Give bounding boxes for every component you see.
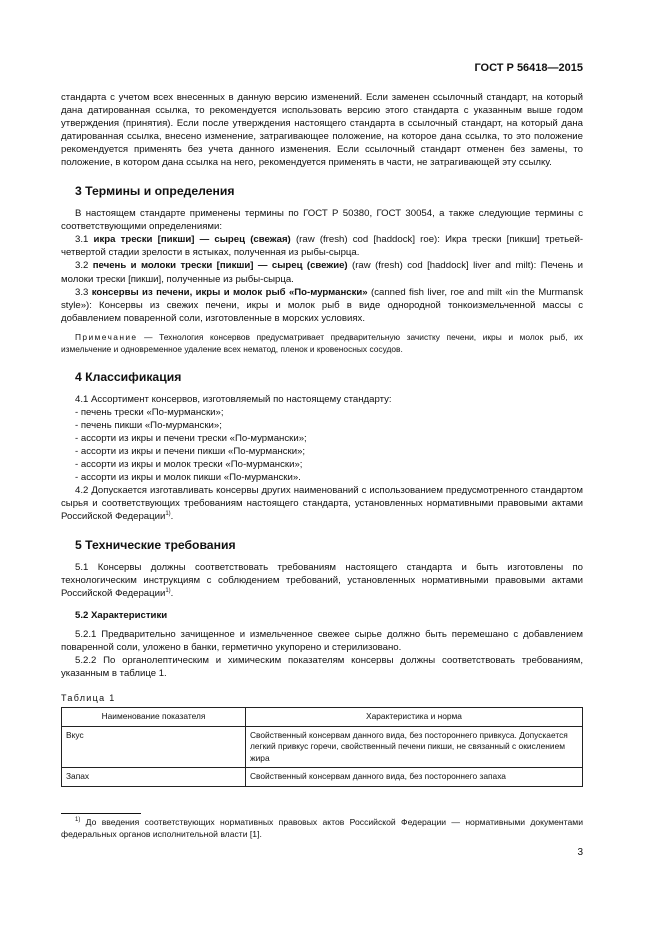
footnote-ref[interactable]: 1) <box>165 588 171 595</box>
intro-paragraph: стандарта с учетом всех внесенных в данную версию изменений. Если заменен ссылочный стандарт, на который дана датированная ссылка, то рекомендуется использовать версию этого стандарта с указанным выше годом утверждения (принятия). Если после утверждения настоящего стандарта в ссылочный стандарт, на который дана датированная ссылка, внесено изменение, затрагивающее положение, на которое дана ссылка, то это положение рекомендуется применять без учета данного изменения. Если ссылочный стандарт отменен без замены, то положение, в котором дана ссылка на него, рекомендуется применять в части, не затрагивающей эту ссылку. <box>61 92 583 169</box>
indicator-value: Свойственный консервам данного вида, без постороннего привкуса. Допускается легкий привкус горечи, свойственный печени пикши, не связанный с окислением жира <box>246 726 583 768</box>
section-5-2-1: 5.2.1 Предварительно зачищенное и измельченное свежее сырье должно быть перемешано с добавлением поваренной соли, уложено в банки, герметично укупорено и стерилизовано. <box>61 629 583 654</box>
term-title: консервы из печени, икры и молок рыб «По-мурмански» <box>91 286 368 298</box>
table-caption: Таблица 1 <box>61 692 116 703</box>
section-3-intro: В настоящем стандарте применены термины по ГОСТ Р 50380, ГОСТ 30054, а также следующие термины с соответствующими определениями: <box>61 208 583 233</box>
section-4-1: 4.1 Ассортимент консервов, изготовляемый по настоящему стандарту: <box>75 393 392 405</box>
footnote-divider <box>61 813 141 814</box>
list-item: - ассорти из икры и печени трески «По-мурмански»; <box>75 432 307 444</box>
list-item: - печень трески «По-мурмански»; <box>75 406 224 418</box>
note-text: — Технология консервов предусматривает предварительную зачистку печени, икры и молок рыб, их измельчение и одновременное удаление всех нематод, пленок и кровеносных сосудов. <box>61 331 583 354</box>
column-header-norm: Характеристика и норма <box>246 707 583 726</box>
term-number: 3.2 <box>75 260 89 272</box>
footnote-mark: 1) <box>75 817 81 824</box>
term-number: 3.1 <box>75 234 89 246</box>
table-row <box>62 726 583 768</box>
list-item: - ассорти из икры и молок пикши «По-мурмански». <box>75 471 301 483</box>
section-3-title: 3 Термины и определения <box>75 184 235 199</box>
list-item: - ассорти из икры и печени пикши «По-мурмански»; <box>75 445 306 457</box>
term-definition: (raw (fresh) cod [haddock] liver and milt): Печень и молоки трески [пикши], полученные из рыбы-сырца. <box>61 260 583 285</box>
page-number: 3 <box>577 847 583 858</box>
section-4-2-text: 4.2 Допускается изготавливать консервы других наименований с использованием предусмотренного стандартом сырья и соответствующих требованиям настоящего стандарта, установленных нормативными правовыми актами Российской Федерации <box>61 485 583 523</box>
column-header-indicator: Наименование показателя <box>62 707 246 726</box>
footnote-ref[interactable]: 1) <box>165 510 171 517</box>
footnote-text: До введения соответствующих нормативных правовых актов Российской Федерации — нормативными документами федеральных органов исполнительной власти [1]. <box>61 817 583 839</box>
footnote <box>61 816 583 840</box>
term-title: печень и молоки трески [пикши] — сырец (свежие) <box>92 260 348 272</box>
indicator-name: Вкус <box>62 726 246 768</box>
section-5-2-2: 5.2.2 По органолептическим и химическим показателям консервы должны соответствовать требованиям, указанным в таблице 1. <box>61 655 583 680</box>
term-definition: (canned fish liver, roe and milt «in the Murmansk style»): Консервы из свежих печени, икры и молок рыб в виде однородной тонкоизмельченной массы с добавлением поваренной соли, изготовленные в морских условиях. <box>61 286 584 324</box>
section-4-2 <box>61 484 583 523</box>
term-3-1 <box>61 233 583 259</box>
indicator-name: Запах <box>62 768 246 787</box>
term-title: икра трески [пикши] — сырец (свежая) <box>93 234 291 246</box>
section-5-1-end: . <box>170 588 174 600</box>
term-3-2 <box>61 259 583 285</box>
section-5-2-title: 5.2 Характеристики <box>75 610 168 622</box>
term-3-3 <box>61 286 583 325</box>
standard-code: ГОСТ Р 56418—2015 <box>474 62 583 74</box>
page-content <box>61 91 583 787</box>
section-4-2-end: . <box>170 511 174 523</box>
section-5-1-text: 5.1 Консервы должны соответствовать требованиям настоящего стандарта и быть изготовлены по технологическим инструкциям с соблюдением требований, установленных нормативными правовыми актами Российской Федерации <box>61 562 583 600</box>
requirements-table <box>61 707 583 787</box>
list-item: - ассорти из икры и молок трески «По-мурмански»; <box>75 458 303 470</box>
indicator-value: Свойственный консервам данного вида, без постороннего запаха <box>246 768 583 787</box>
note-label: Примечание <box>75 331 138 342</box>
term-number: 3.3 <box>75 286 89 298</box>
note <box>61 331 583 355</box>
list-item: - печень пикши «По-мурмански»; <box>75 419 222 431</box>
table-row <box>62 768 583 787</box>
term-definition: (raw (fresh) cod [haddock] roe): Икра трески [пикши] третьей-четвертой стадии зрелости в ястыках, полученная из рыбы-сырца. <box>61 234 584 259</box>
table-header-row <box>62 707 583 726</box>
section-5-1 <box>61 561 583 600</box>
section-4-title: 4 Классификация <box>75 369 182 384</box>
section-5-title: 5 Технические требования <box>75 538 236 553</box>
